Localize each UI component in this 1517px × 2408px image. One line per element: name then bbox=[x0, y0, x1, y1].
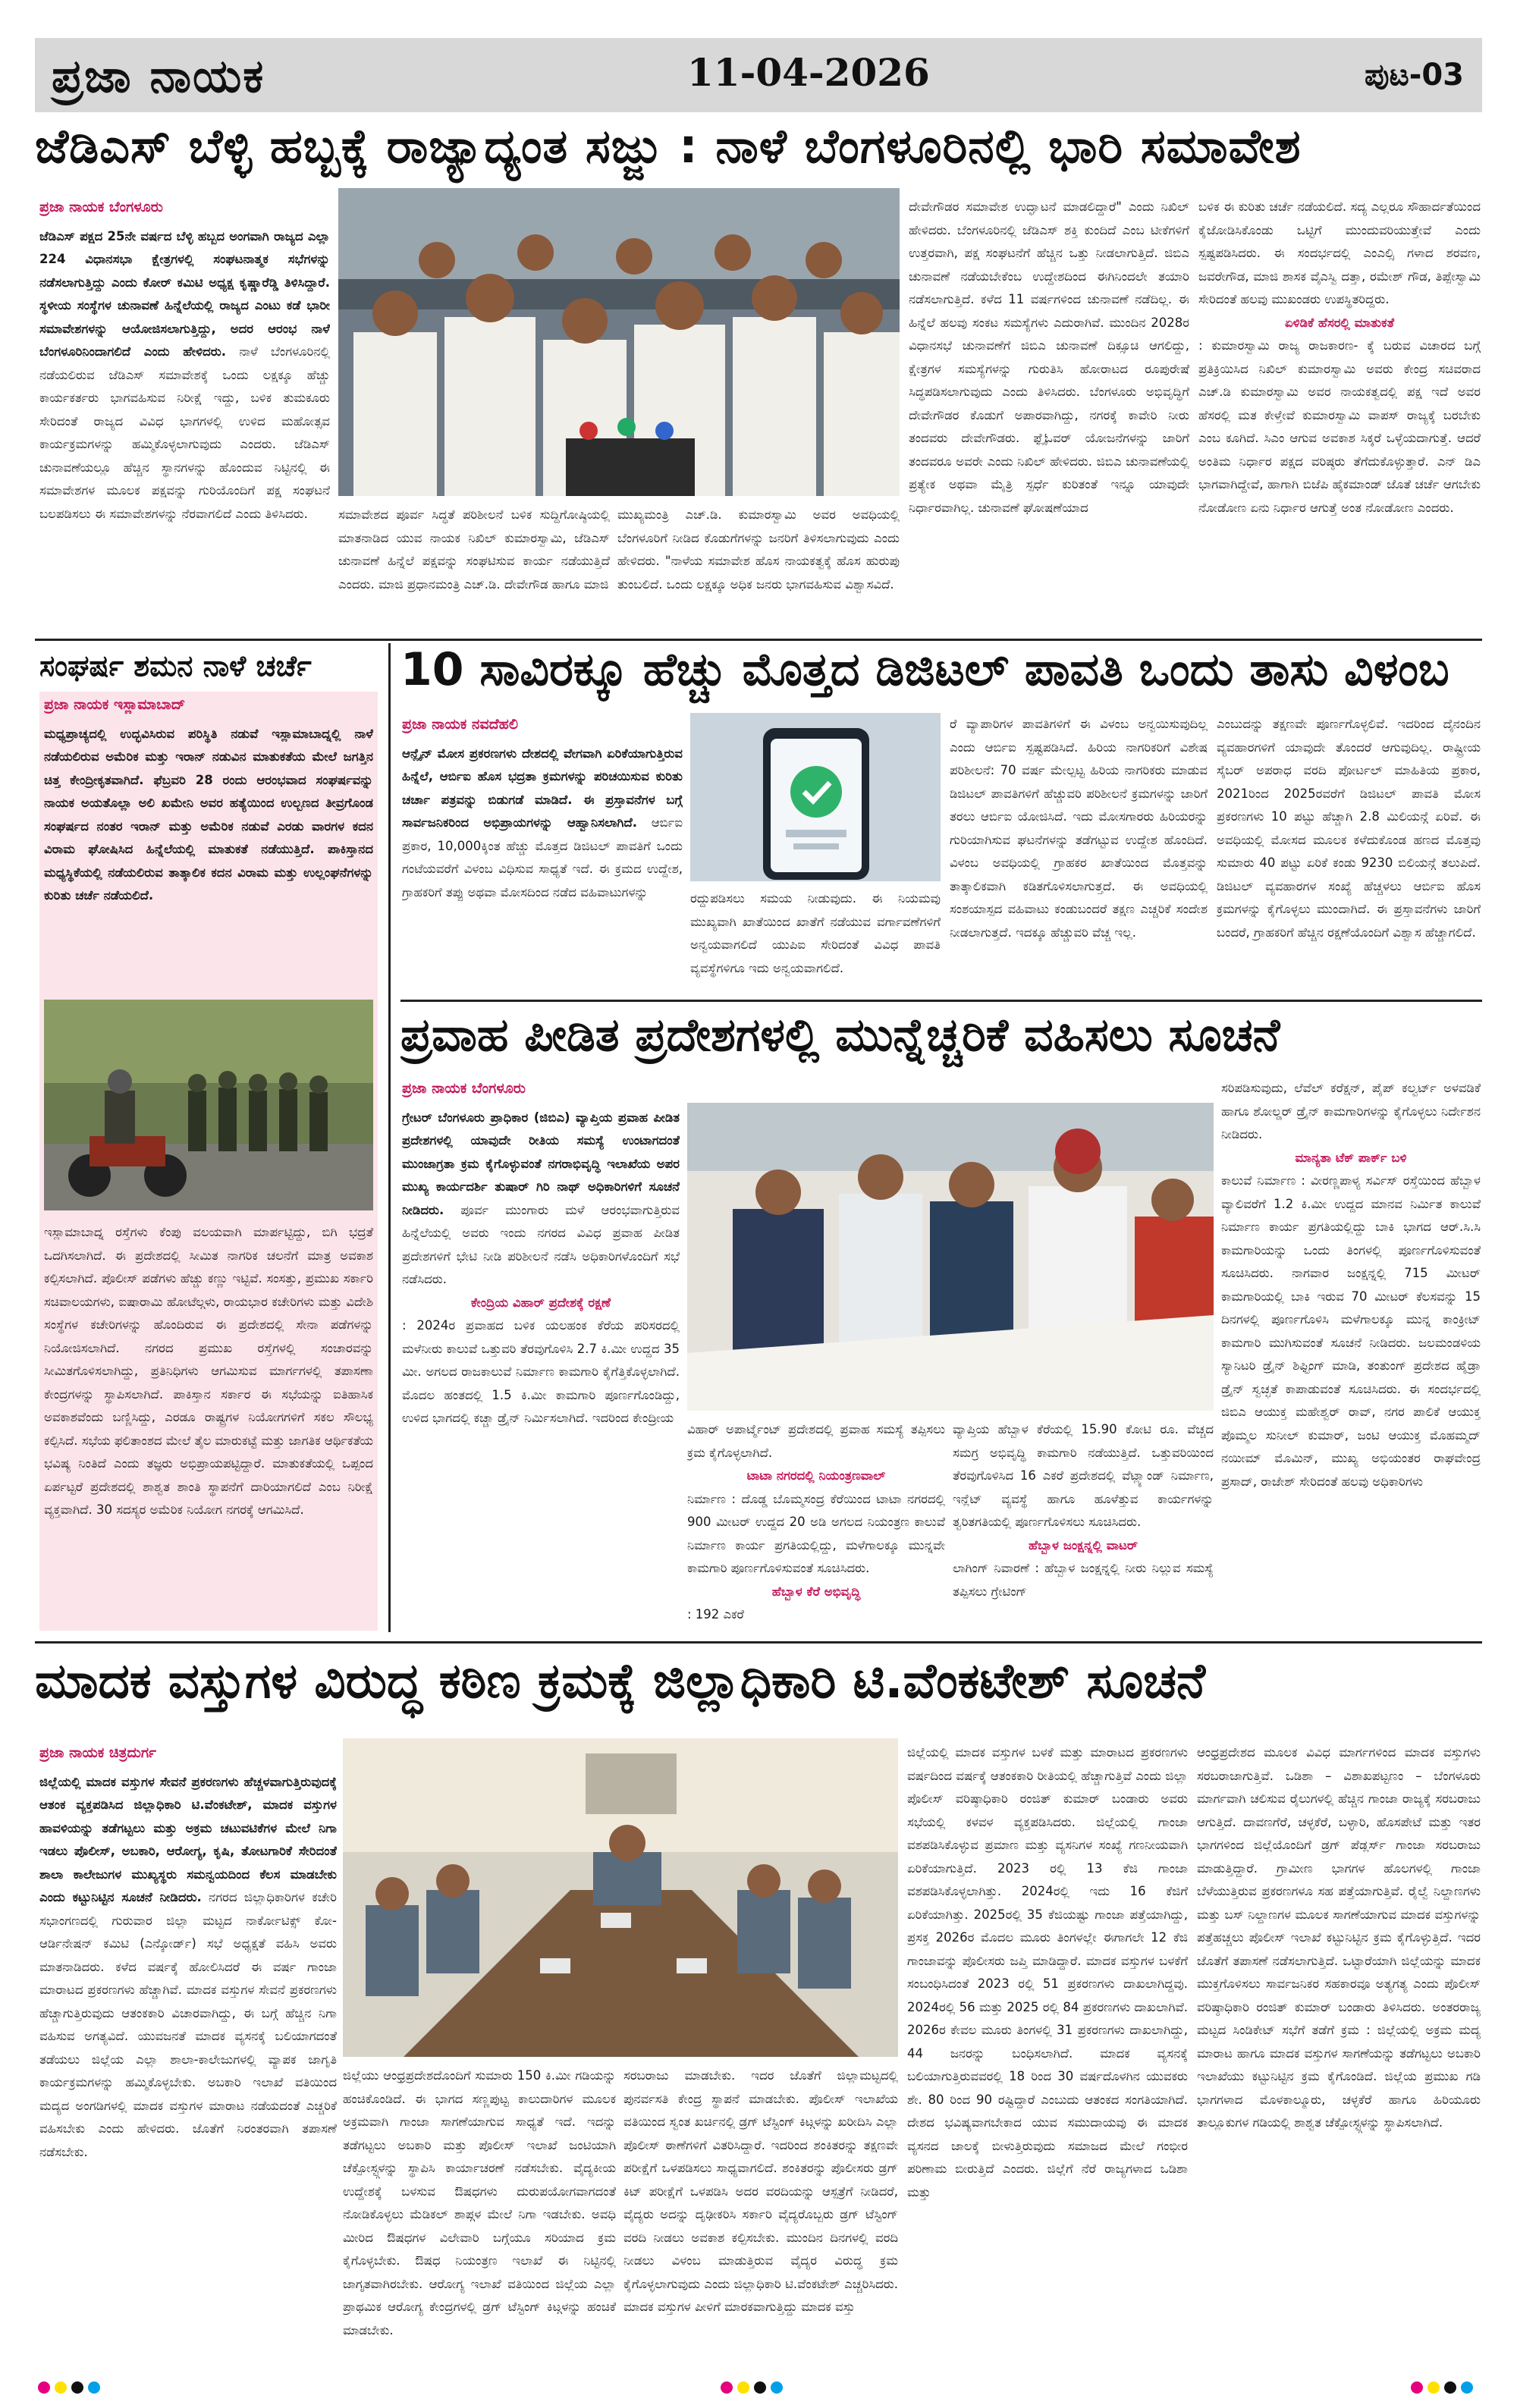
story2-byline: ಪ್ರಜಾ ನಾಯಕ ಇಸ್ಲಾಮಾಬಾದ್ bbox=[44, 696, 186, 713]
story2-lede: ಮಧ್ಯಪ್ರಾಚ್ಯದಲ್ಲಿ ಉದ್ಭವಿಸಿರುವ ಪರಿಸ್ಥಿತಿ ನಡುವೆ ಇಸ್ಲಾಮಾಬಾದ್ನಲ್ಲಿ ನಾಳೆ ನಡೆಯಲಿರುವ ಅಮೆರಿಕ ಮತ್ತು ಇರಾನ್ ನಡುವಿನ ಮಾತುಕತೆಯ ಮೇಲೆ ಜಗತ್ತಿನ ಚಿತ್ತ ಕೇಂದ್ರೀಕೃತವಾಗಿದೆ. ಫೆಬ್ರವರಿ 28 ರಂದು ಆರಂಭವಾದ ಸಂಘರ್ಷವನ್ನು ನಾಯಕ ಅಯತೊಲ್ಲಾ ಅಲಿ ಖಮೇನಿ ಅವರ ಹತ್ಯೆಯಿಂದ ಉಲ್ಬಣದ ತೀವ್ರಗೊಂಡ ಸಂಘರ್ಷದ ನಂತರ ಇರಾನ್ ಮತ್ತು ಅಮೆರಿಕ ನಡುವೆ ಎರಡು ವಾರಗಳ ಕದನ ವಿರಾಮ ಘೋಷಿಸಿದ ಹಿನ್ನೆಲೆಯಲ್ಲಿ ಮಾತುಕತೆ ನಡೆಯುತ್ತಿದೆ. ಪಾಕಿಸ್ತಾನದ ಮಧ್ಯಸ್ಥಿಕೆಯಲ್ಲಿ ನಡೆಯಲಿರುವ ತಾತ್ಕಾಲಿಕ ಕದನ ವಿರಾಮ ಮತ್ತು ಉಲ್ಲಂಘನೆಗಳನ್ನು ಕುರಿತು ಚರ್ಚೆ ನಡೆಯಲಿದೆ. bbox=[44, 726, 373, 903]
story3-column-4: ಎಂಬುದನ್ನು ತಕ್ಷಣವೇ ಪೂರ್ಣಗೊಳ್ಳಲಿವೆ. ಇದರಿಂದ ದೈನಂದಿನ ವ್ಯವಹಾರಗಳಿಗೆ ಯಾವುದೇ ತೊಂದರೆ ಆಗುವುದಿಲ್ಲ. ರಾಷ್ಟ್ರೀಯ ಸೈಬರ್ ಅಪರಾಧ ವರದಿ ಪೋರ್ಟಲ್ ಮಾಹಿತಿಯ ಪ್ರಕಾರ, 2021ರಿಂದ 2025ರವರೆಗೆ ಡಿಜಿಟಲ್ ಪಾವತಿ ಮೋಸ ಪ್ರಕರಣಗಳು 10 ಪಟ್ಟು ಹೆಚ್ಚಾಗಿ 2.8 ಮಿಲಿಯನ್ಗೆ ಏರಿವೆ. ಈ ಅವಧಿಯಲ್ಲಿ ಮೋಸದ ಮೂಲಕ ಕಳೆದುಕೊಂಡ ಹಣದ ಮೊತ್ತವು ಸುಮಾರು 40 ಪಟ್ಟು ಏರಿಕೆ ಕಂಡು 9230 ಬಿಲಿಯನ್ಗೆ ತಲುಪಿದೆ. ಡಿಜಿಟಲ್ ವ್ಯವಹಾರಗಳ ಸಂಖ್ಯೆ ಹೆಚ್ಚಳಲು ಆರ್ಬಿಐ ಹೊಸ ಕ್ರಮಗಳನ್ನು ಕೈಗೊಳ್ಳಲು ಮುಂದಾಗಿದೆ. ಈ ಪ್ರಸ್ತಾವನೆಗಳು ಜಾರಿಗೆ ಬಂದರೆ, ಗ್ರಾಹಕರಿಗೆ ಹೆಚ್ಚಿನ ರಕ್ಷಣೆಯೊಂದಿಗೆ ವಿಶ್ವಾಸ ಹೆಚ್ಚಾಗಲಿದೆ. bbox=[1217, 717, 1481, 940]
section-divider bbox=[35, 639, 1482, 641]
story3-column-2: ರದ್ದುಪಡಿಸಲು ಸಮಯ ನೀಡುವುದು. ಈ ನಿಯಮವು ಮುಖ್ಯವಾಗಿ ಖಾತೆಯಿಂದ ಖಾತೆಗೆ ನಡೆಯುವ ವರ್ಗಾವಣೆಗಳಿಗೆ ಅನ್ವಯವಾಗಲಿದೆ ಯುಪಿಐ ಸೇರಿದಂತೆ ವಿವಿಧ ಪಾವತಿ ವ್ಯವಸ್ಥೆಗಳಿಗೂ ಇದು ಅನ್ವಯವಾಗಲಿದೆ. bbox=[690, 891, 941, 975]
story5-byline: ಪ್ರಜಾ ನಾಯಕ ಚಿತ್ರದುರ್ಗ bbox=[39, 1744, 156, 1761]
story1-column-3: ದೇವೇಗೌಡರ ಸಮಾವೇಶ ಉದ್ಘಾಟನೆ ಮಾಡಲಿದ್ದಾರೆ" ಎಂದು ನಿಖಿಲ್ ಹೇಳಿದರು. ಬೆಂಗಳೂರಿನಲ್ಲಿ ಜೆಡಿಎಸ್ ಶಕ್ತಿ ಕುಂದಿದೆ ಎಂಬ ಟೀಕೆಗಳಿಗೆ ಉತ್ತರವಾಗಿ, ಪಕ್ಷ ಸಂಘಟನೆಗೆ ಹೆಚ್ಚಿನ ಒತ್ತು ನೀಡಲಾಗುತ್ತಿದೆ. ಜಿಬಿಎ ಚುನಾವಣೆ ನಡೆಯಬೇಕೆಂಬ ಉದ್ದೇಶದಿಂದ ಈಗಿನಿಂದಲೇ ತಯಾರಿ ನಡೆಸಲಾಗುತ್ತಿದೆ. ಕಳೆದ 11 ವರ್ಷಗಳಿಂದ ಚುನಾವಣೆ ನಡೆದಿಲ್ಲ. ಈ ಹಿನ್ನೆಲೆ ಹಲವು ಸಂಕಟ ಸಮಸ್ಯೆಗಳು ಎದುರಾಗಿವೆ. ಮುಂದಿನ 2028ರ ವಿಧಾನಸಭೆ ಚುನಾವಣೆಗೆ ಜಿಬಿಎ ಚುನಾವಣೆ ದಿಕ್ಸೂಚಿ ಆಗಲಿದ್ದು, ಕ್ಷೇತ್ರಗಳ ಸಮಸ್ಯೆಗಳನ್ನು ಗುರುತಿಸಿ ಹೋರಾಟದ ರೂಪುರೇಷೆ ಸಿದ್ಧಪಡಿಸಲಾಗುವುದು ಎಂದು ತಿಳಿಸಿದರು. ಬೆಂಗಳೂರು ಅಭಿವೃದ್ಧಿಗೆ ದೇವೇಗೌಡರ ಕೊಡುಗೆ ಅಪಾರವಾಗಿದ್ದು, ನಗರಕ್ಕೆ ಕಾವೇರಿ ನೀರು ತಂದವರು ದೇವೇಗೌಡರು. ಫ್ಲೈಓವರ್ ಯೋಜನೆಗಳನ್ನು ಜಾರಿಗೆ ತಂದವರೂ ಅವರೇ ಎಂದು ನಿಖಿಲ್ ಹೇಳಿದರು. ಜಿಬಿಎ ಚುನಾವಣೆಯಲ್ಲಿ ಪ್ರತ್ಯೇಕ ಅಥವಾ ಮೈತ್ರಿ ಸ್ಪರ್ಧೆ ಕುರಿತಂತೆ ಇನ್ನೂ ಯಾವುದೇ ನಿರ್ಧಾರವಾಗಿಲ್ಲ. ಚುನಾವಣೆ ಘೋಷಣೆಯಾದ bbox=[909, 199, 1189, 515]
registration-marks-left bbox=[38, 2381, 100, 2394]
magenta-dot bbox=[38, 2381, 50, 2394]
story4-body-2: ವಿಹಾರ್ ಅಪಾರ್ಟ್ಮೆಂಟ್ ಪ್ರದೇಶದಲ್ಲಿ ಪ್ರವಾಹ ಸಮಸ್ಯೆ ತಪ್ಪಿಸಲು ಕ್ರಮ ಕೈಗೊಳ್ಳಲಾಗಿದೆ. bbox=[687, 1422, 945, 1460]
story2-body: ಇಸ್ಲಾಮಾಬಾದ್ನ ರಸ್ತೆಗಳು ಕೆಂಪು ವಲಯವಾಗಿ ಮಾರ್ಪಟ್ಟಿದ್ದು, ಬಿಗಿ ಭದ್ರತೆ ಒದಗಿಸಲಾಗಿದೆ. ಈ ಪ್ರದೇಶದಲ್ಲಿ ಸೀಮಿತ ನಾಗರಿಕ ಚಲನೆಗೆ ಮಾತ್ರ ಅವಕಾಶ ಕಲ್ಪಿಸಲಾಗಿದೆ. ಪೊಲೀಸ್ ಪಡೆಗಳು ಹೆಚ್ಚು ಕಣ್ಣು ಇಟ್ಟಿವೆ. ಸಂಸತ್ತು, ಪ್ರಮುಖ ಸರ್ಕಾರಿ ಸಚಿವಾಲಯಗಳು, ಐಷಾರಾಮಿ ಹೋಟೆಲ್ಗಳು, ರಾಯಭಾರ ಕಚೇರಿಗಳು ಮತ್ತು ವಿದೇಶಿ ಸಂಸ್ಥೆಗಳ ಕಚೇರಿಗಳನ್ನು ಹೊಂದಿರುವ ಈ ಪ್ರದೇಶದಲ್ಲಿ ಸೇನಾ ಪಡೆಗಳನ್ನು ನಿಯೋಜಿಸಲಾಗಿದೆ. ನಗರದ ಪ್ರಮುಖ ರಸ್ತೆಗಳಲ್ಲಿ ಸಂಚಾರವನ್ನು ಸೀಮಿತಗೊಳಿಸಲಾಗಿದ್ದು, ಪ್ರತಿನಿಧಿಗಳು ಆಗಮಿಸುವ ಮಾರ್ಗಗಳಲ್ಲಿ ತಪಾಸಣಾ ಕೇಂದ್ರಗಳನ್ನು ಸ್ಥಾಪಿಸಲಾಗಿದೆ. ಪಾಕಿಸ್ತಾನ ಸರ್ಕಾರ ಈ ಸಭೆಯನ್ನು ಐತಿಹಾಸಿಕ ಅವಕಾಶವೆಂದು ಬಣ್ಣಿಸಿದ್ದು, ಎರಡೂ ರಾಷ್ಟ್ರಗಳ ನಿಯೋಗಗಳಿಗೆ ಸಕಲ ಸೌಲಭ್ಯ ಕಲ್ಪಿಸಿದೆ. ಸಭೆಯ ಫಲಿತಾಂಶದ ಮೇಲೆ ತೈಲ ಮಾರುಕಟ್ಟೆ ಮತ್ತು ಜಾಗತಿಕ ಆರ್ಥಿಕತೆಯ ಭವಿಷ್ಯ ನಿಂತಿದೆ ಎಂದು ತಜ್ಞರು ಅಭಿಪ್ರಾಯಪಟ್ಟಿದ್ದಾರೆ. ಮಾತುಕತೆಯಲ್ಲಿ ಒಪ್ಪಂದ ಏರ್ಪಟ್ಟರೆ ಪ್ರದೇಶದಲ್ಲಿ ಶಾಶ್ವತ ಶಾಂತಿ ಸ್ಥಾಪನೆಗೆ ದಾರಿಯಾಗಲಿದೆ ಎಂಬ ನಿರೀಕ್ಷೆ ವ್ಯಕ್ತವಾಗಿದೆ. 30 ಸದಸ್ಯರ ಅಮೆರಿಕ ನಿಯೋಗ ನಗರಕ್ಕೆ ಆಗಮಿಸಿದೆ. bbox=[44, 1225, 373, 1517]
story5-body-1: ನಗರದ ಜಿಲ್ಲಾಧಿಕಾರಿಗಳ ಕಚೇರಿ ಸಭಾಂಗಣದಲ್ಲಿ ಗುರುವಾರ ಜಿಲ್ಲಾ ಮಟ್ಟದ ನಾರ್ಕೋಟಿಕ್ಸ್ ಕೋ-ಆರ್ಡಿನೇಷನ್ ಕಮಿಟಿ (ಎನ್ಕೋರ್ಡ್) ಸಭೆ ಅಧ್ಯಕ್ಷತೆ ವಹಿಸಿ ಅವರು ಮಾತನಾಡಿದರು. ಕಳೆದ ವರ್ಷಕ್ಕೆ ಹೋಲಿಸಿದರೆ ಈ ವರ್ಷ ಗಾಂಜಾ ಮಾರಾಟದ ಪ್ರಕರಣಗಳು ಹೆಚ್ಚಾಗಿವೆ. ಮಾದಕ ವಸ್ತುಗಳ ಸೇವನೆ ಪ್ರಕರಣಗಳು ಹೆಚ್ಚಾಗುತ್ತಿರುವುದು ಆತಂಕಕಾರಿ ವಿಚಾರವಾಗಿದ್ದು, ಈ ಬಗ್ಗೆ ಹೆಚ್ಚಿನ ನಿಗಾ ವಹಿಸುವ ಅಗತ್ಯವಿದೆ. ಯುವಜನತೆ ಮಾದಕ ವ್ಯಸನಕ್ಕೆ ಬಲಿಯಾಗದಂತೆ ತಡೆಯಲು ಜಿಲ್ಲೆಯ ಎಲ್ಲಾ ಶಾಲಾ-ಕಾಲೇಜುಗಳಲ್ಲಿ ವ್ಯಾಪಕ ಜಾಗೃತಿ ಕಾರ್ಯಕ್ರಮಗಳನ್ನು ಹಮ್ಮಿಕೊಳ್ಳಬೇಕು. ಅಬಕಾರಿ ಇಲಾಖೆ ವತಿಯಿಂದ ಮದ್ಯದ ಅಂಗಡಿಗಳಲ್ಲಿ ಮಾದಕ ವಸ್ತುಗಳ ಮಾರಾಟ ನಡೆಯದಂತೆ ಎಚ್ಚರಿಕೆ ವಹಿಸಬೇಕು ಎಂದು ಹೇಳಿದರು. ಜೊತೆಗೆ ನಿರಂತರವಾಗಿ ತಪಾಸಣೆ ನಡೆಸಬೇಕು. bbox=[39, 1890, 337, 2159]
black-dot bbox=[71, 2381, 83, 2394]
story1-column-4 bbox=[1198, 196, 1481, 634]
story4-subhead-1: ಕೇಂದ್ರಿಯ ವಿಹಾರ್ ಪ್ರದೇಶಕ್ಕೆ ರಕ್ಷಣೆ bbox=[470, 1295, 611, 1310]
story4-body-3b: ಲಾಗಿಂಗ್ ನಿವಾರಣೆ : ಹೆಬ್ಬಾಳ ಜಂಕ್ಷನ್ನಲ್ಲಿ ನೀರು ನಿಲ್ಲುವ ಸಮಸ್ಯೆ ತಪ್ಪಿಸಲು ಗ್ರೇಟಿಂಗ್ bbox=[953, 1561, 1214, 1599]
newspaper-title: ಪ್ರಜಾ ನಾಯಕ bbox=[52, 50, 265, 103]
story1-body-1: ನಾಳೆ ಬೆಂಗಳೂರಿನಲ್ಲಿ ನಡೆಯಲಿರುವ ಜೆಡಿಎಸ್ ಸಮಾವೇಶಕ್ಕೆ ಒಂದು ಲಕ್ಷಕ್ಕೂ ಹೆಚ್ಚು ಕಾರ್ಯಕರ್ತರು ಭಾಗವಹಿಸುವ ನಿರೀಕ್ಷೆ ಇದ್ದು, ಬಳಿಕ ತುಮಕೂರು ಸೇರಿದಂತೆ ರಾಜ್ಯದ ವಿವಿಧ ಭಾಗಗಳಲ್ಲಿ ಉಳಿದ ಮಹೋತ್ಸವ ಕಾರ್ಯಕ್ರಮಗಳನ್ನು ಹಮ್ಮಿಕೊಳ್ಳಲಾಗುವುದು ಎಂದರು. ಜೆಡಿಎಸ್ ಚುನಾವಣೆಯಲ್ಲೂ ಹೆಚ್ಚಿನ ಸ್ಥಾನಗಳನ್ನು ಹೊಂದುವ ನಿಟ್ಟಿನಲ್ಲಿ ಈ ಸಮಾವೇಶಗಳ ಮೂಲಕ ಪಕ್ಷವನ್ನು ಗುರಿಯೊಂದಿಗೆ ಪಕ್ಷ ಸಂಘಟನೆ ಬಲಪಡಿಸಲು ಈ ಸಮಾವೇಶಗಳನ್ನು ನೆರವಾಗಲಿದೆ ಎಂದು ತಿಳಿಸಿದರು. bbox=[39, 344, 330, 521]
story4-body-4: ಸರಿಪಡಿಸುವುದು, ಲೆವೆಲ್ ಕರೆಕ್ಷನ್, ಪೈಪ್ ಕಲ್ವರ್ಟ್ ಅಳವಡಿಕೆ ಹಾಗೂ ಶೋಲ್ಡರ್ ಡ್ರೈನ್ ಕಾಮಗಾರಿಗಳನ್ನು ಕೈಗೊಳ್ಳಲು ನಿರ್ದೇಶನ ನೀಡಿದರು. bbox=[1221, 1081, 1481, 1141]
story1-subhead: ಏಳಿಡಿಕೆ ಹೆಸರಲ್ಲಿ ಮಾತುಕತೆ bbox=[1284, 315, 1394, 330]
story2-column-top bbox=[44, 693, 373, 989]
story4-column-1 bbox=[402, 1077, 680, 1631]
masthead bbox=[35, 38, 1482, 112]
column-divider bbox=[388, 643, 391, 1632]
story3-byline: ಪ್ರಜಾ ನಾಯಕ ನವದೆಹಲಿ bbox=[402, 716, 518, 733]
story4-body-1: ಪೂರ್ವ ಮುಂಗಾರು ಮಳೆ ಆರಂಭವಾಗುತ್ತಿರುವ ಹಿನ್ನೆಲೆಯಲ್ಲಿ ಅವರು ಇಂದು ನಗರದ ವಿವಿಧ ಪ್ರವಾಹ ಪೀಡಿತ ಪ್ರದೇಶಗಳಿಗೆ ಭೇಟಿ ನೀಡಿ ಪರಿಶೀಲನೆ ನಡೆಸಿ ಅಧಿಕಾರಿಗಳೊಂದಿಗೆ ಸಭೆ ನಡೆಸಿದರು. bbox=[402, 1202, 680, 1286]
cyan-dot bbox=[1461, 2381, 1473, 2394]
islamabad-security-photo bbox=[44, 1000, 373, 1210]
digital-payment-phone-photo bbox=[690, 713, 941, 881]
registration-marks-center bbox=[721, 2381, 783, 2394]
story1-under-photo-right: ಮುಖ್ಯಮಂತ್ರಿ ಎಚ್.ಡಿ. ಕುಮಾರಸ್ವಾಮಿ ಅವರ ಅವಧಿಯಲ್ಲಿ ಬೆಂಗಳೂರಿಗೆ ನೀಡಿದ ಕೊಡುಗೆಗಳನ್ನು ಜನರಿಗೆ ತಿಳಿಸಲಾಗುವುದು ಎಂದು ಹೇಳಿದರು. "ನಾಳೆಯ ಸಮಾವೇಶ ಹೊಸ ನಾಯಕತ್ವಕ್ಕೆ ಹೊಸ ಹುರುಪು ತುಂಬಲಿದೆ. ಒಂದು ಲಕ್ಷಕ್ಕೂ ಅಧಿಕ ಜನರು ಭಾಗವಹಿಸುವ ವಿಶ್ವಾಸವಿದೆ. bbox=[617, 507, 900, 592]
story4-body-3: ವ್ಯಾಪ್ತಿಯ ಹೆಬ್ಬಾಳ ಕೆರೆಯಲ್ಲಿ 15.90 ಕೋಟಿ ರೂ. ವೆಚ್ಚದ ಸಮಗ್ರ ಅಭಿವೃದ್ಧಿ ಕಾಮಗಾರಿ ನಡೆಯುತ್ತಿದೆ. ಒತ್ತುವರಿಯಿಂದ ತೆರವುಗೊಳಿಸಿದ 16 ಎಕರೆ ಪ್ರದೇಶದಲ್ಲಿ ವೆಟ್ಲ್ಯಾಂಡ್ ನಿರ್ಮಾಣ, ಇನ್ಲೆಟ್ ವ್ಯವಸ್ಥೆ ಹಾಗೂ ಹೂಳೆತ್ತುವ ಕಾರ್ಯಗಳನ್ನು ತ್ವರಿತಗತಿಯಲ್ಲಿ ಪೂರ್ಣಗೊಳಿಸಲು ಸೂಚಿಸಿದರು. bbox=[953, 1422, 1214, 1529]
story5-lede: ಜಿಲ್ಲೆಯಲ್ಲಿ ಮಾದಕ ವಸ್ತುಗಳ ಸೇವನೆ ಪ್ರಕರಣಗಳು ಹೆಚ್ಚಳವಾಗುತ್ತಿರುವುದಕ್ಕೆ ಆತಂಕ ವ್ಯಕ್ತಪಡಿಸಿದ ಜಿಲ್ಲಾಧಿಕಾರಿ ಟಿ.ವೆಂಕಟೇಶ್, ಮಾದಕ ವಸ್ತುಗಳ ಹಾವಳಿಯನ್ನು ತಡೆಗಟ್ಟಲು ಮತ್ತು ಅಕ್ರಮ ಚಟುವಟಿಕೆಗಳ ಮೇಲೆ ನಿಗಾ ಇಡಲು ಪೊಲೀಸ್, ಅಬಕಾರಿ, ಆರೋಗ್ಯ, ಕೃಷಿ, ತೋಟಗಾರಿಕೆ ಸೇರಿದಂತೆ ಶಾಲಾ ಕಾಲೇಜುಗಳ ಮುಖ್ಯಸ್ಥರು ಸಮನ್ವಯದಿಂದ ಕೆಲಸ ಮಾಡಬೇಕು ಎಂದು ಕಟ್ಟುನಿಟ್ಟಿನ ಸೂಚನೆ ನೀಡಿದರು. bbox=[39, 1774, 337, 1904]
story1-body-4b: : ಕುಮಾರಸ್ವಾಮಿ ರಾಜ್ಯ ರಾಜಕಾರಣ- ಕ್ಕೆ ಬರುವ ವಿಚಾರದ ಬಗ್ಗೆ ಪ್ರತಿಕ್ರಿಯಿಸಿದ ನಿಖಿಲ್ ಕುಮಾರಸ್ವಾಮಿ ಅವರು ಕೇಂದ್ರ ಸಚಿವರಾದ ಎಚ್.ಡಿ ಕುಮಾರಸ್ವಾಮಿ ಅವರ ನಾಯಕತ್ವದಲ್ಲಿ ಪಕ್ಷ ಇದೆ ಅವರ ಹೆಸರಲ್ಲಿ ಮತ ಕೇಳ್ತೇವೆ ಕುಮಾರಸ್ವಾಮಿ ವಾಪಸ್ ರಾಜ್ಯಕ್ಕೆ ಬರಬೇಕು ಎಂಬ ಕೂಗಿದೆ. ಸಿಎಂ ಆಗುವ ಅವಕಾಶ ಸಿಕ್ಕರೆ ಒಳ್ಳೆಯದಾಗುತ್ತೆ. ಆದರೆ ಅಂತಿಮ ನಿರ್ಧಾರ ಪಕ್ಷದ ವರಿಷ್ಠರು ತೆಗೆದುಕೊಳ್ಳುತ್ತಾರೆ. ಎನ್ ಡಿಎ ಭಾಗವಾಗಿದ್ದೇವೆ, ಹಾಗಾಗಿ ಬಿಜೆಪಿ ಹೈಕಮಾಂಡ್ ಜೊತೆ ಚರ್ಚೆ ಆಗಬೇಕು ನೋಡೋಣ ಏನು ನಿರ್ಧಾರ ಆಗುತ್ತೆ ಅಂತ ನೋಡೋಣ ಎಂದರು. bbox=[1198, 338, 1481, 515]
jds-press-meet-photo bbox=[338, 188, 900, 496]
story4-subhead-2: ಟಾಟಾ ನಗರದಲ್ಲಿ ನಿಯಂತ್ರಣವಾಲ್ bbox=[746, 1468, 886, 1483]
story1-under-photo-left: ಸಮಾವೇಶದ ಪೂರ್ವ ಸಿದ್ಧತೆ ಪರಿಶೀಲನೆ ಬಳಿಕ ಸುದ್ದಿಗೋಷ್ಠಿಯಲ್ಲಿ ಮಾತನಾಡಿದ ಯುವ ನಾಯಕ ನಿಖಿಲ್ ಕುಮಾರಸ್ವಾಮಿ, ಜೆಡಿಎಸ್ ಚುನಾವಣೆ ಹಿನ್ನೆಲೆ ಪಕ್ಷವನ್ನು ಸಂಘಟಿಸುವ ಕಾರ್ಯ ನಡೆಯುತ್ತಿದೆ ಎಂದರು. ಮಾಜಿ ಪ್ರಧಾನಮಂತ್ರಿ ಎಚ್.ಡಿ. ದೇವೇಗೌಡ ಹಾಗೂ ಮಾಜಿ bbox=[338, 507, 610, 592]
story5-column-5: ಆಂಧ್ರಪ್ರದೇಶದ ಮೂಲಕ ವಿವಿಧ ಮಾರ್ಗಗಳಿಂದ ಮಾದಕ ವಸ್ತುಗಳು ಸರಬರಾಜಾಗುತ್ತಿವೆ. ಒಡಿಶಾ – ವಿಶಾಖಪಟ್ಟಣಂ – ಬೆಂಗಳೂರು ಮಾರ್ಗವಾಗಿ ಚಲಿಸುವ ರೈಲುಗಳಲ್ಲಿ ಹೆಚ್ಚಿನ ಗಾಂಜಾ ರಾಜ್ಯಕ್ಕೆ ಸರಬರಾಜು ಆಗುತ್ತಿದೆ. ದಾವಣಗೆರೆ, ಚಳ್ಳಕೆರೆ, ಬಳ್ಳಾರಿ, ಹೊಸಪೇಟೆ ಮತ್ತು ಇತರ ಭಾಗಗಳಿಂದ ಜಿಲ್ಲೆಯೊಂದಿಗೆ ಡ್ರಗ್ ಪೆಡ್ಲರ್ಸ್ ಗಾಂಜಾ ಸರಬರಾಜು ಮಾಡುತ್ತಿದ್ದಾರೆ. ಗ್ರಾಮೀಣ ಭಾಗಗಳ ಹೊಲಗಳಲ್ಲಿ ಗಾಂಜಾ ಬೆಳೆಯುತ್ತಿರುವ ಪ್ರಕರಣಗಳೂ ಸಹ ಪತ್ತೆಯಾಗುತ್ತಿವೆ. ರೈಲ್ವೆ ನಿಲ್ದಾಣಗಳು ಮತ್ತು ಬಸ್ ನಿಲ್ದಾಣಗಳ ಮೂಲಕ ಸಾಗಣೆಯಾಗುವ ಮಾದಕ ವಸ್ತುಗಳನ್ನು ಪತ್ತೆಹಚ್ಚಲು ಪೊಲೀಸ್ ಇಲಾಖೆ ಕಟ್ಟುನಿಟ್ಟಿನ ಕ್ರಮ ಕೈಗೊಳ್ಳುತ್ತಿದೆ. ಇದರ ಜೊತೆಗೆ ತಪಾಸಣೆ ನಡೆಸಲಾಗುತ್ತಿದೆ. ಒಟ್ಟಾರೆಯಾಗಿ ಜಿಲ್ಲೆಯನ್ನು ಮಾದಕ ಮುಕ್ತಗೊಳಿಸಲು ಸಾರ್ವಜನಿಕರ ಸಹಕಾರವೂ ಅತ್ಯಗತ್ಯ ಎಂದು ಪೊಲೀಸ್ ವರಿಷ್ಠಾಧಿಕಾರಿ ರಂಜಿತ್ ಕುಮಾರ್ ಬಂಡಾರು ತಿಳಿಸಿದರು. ಅಂತರರಾಜ್ಯ ಮಟ್ಟದ ಸಿಂಡಿಕೇಟ್ ಸಭೆಗೆ ತಡೆಗೆ ಕ್ರಮ : ಜಿಲ್ಲೆಯಲ್ಲಿ ಅಕ್ರಮ ಮದ್ಯ ಮಾರಾಟ ಹಾಗೂ ಮಾದಕ ವಸ್ತುಗಳ ಸಾಗಣೆಯನ್ನು ತಡೆಗಟ್ಟಲು ಅಬಕಾರಿ ಇಲಾಖೆಯು ಕಟ್ಟುನಿಟ್ಟಿನ ಕ್ರಮ ಕೈಗೊಂಡಿದೆ. ಜಿಲ್ಲೆಯ ಪ್ರಮುಖ ಗಡಿ ಭಾಗಗಳಾದ ಮೊಳಕಾಲ್ಮೂರು, ಚಳ್ಳಕೆರೆ ಹಾಗೂ ಹಿರಿಯೂರು ತಾಲ್ಲೂಕುಗಳ ಗಡಿಯಲ್ಲಿ ಶಾಶ್ವತ ಚೆಕ್ಪೋಸ್ಟ್ಗಳನ್ನು ಸ್ಥಾಪಿಸಲಾಗಿದೆ. bbox=[1197, 1745, 1481, 2130]
story4-lede: ಗ್ರೇಟರ್ ಬೆಂಗಳೂರು ಪ್ರಾಧಿಕಾರ (ಜಿಬಿಎ) ವ್ಯಾಪ್ತಿಯ ಪ್ರವಾಹ ಪೀಡಿತ ಪ್ರದೇಶಗಳಲ್ಲಿ ಯಾವುದೇ ರೀತಿಯ ಸಮಸ್ಯೆ ಉಂಟಾಗದಂತೆ ಮುಂಜಾಗ್ರತಾ ಕ್ರಮ ಕೈಗೊಳ್ಳುವಂತೆ ನಗರಾಭಿವೃದ್ಧಿ ಇಲಾಖೆಯ ಅಪರ ಮುಖ್ಯ ಕಾರ್ಯದರ್ಶಿ ತುಷಾರ್ ಗಿರಿ ನಾಥ್ ಅಧಿಕಾರಿಗಳಿಗೆ ಸೂಚನೆ ನೀಡಿದರು. bbox=[402, 1110, 680, 1217]
story4-subhead-4: ಹೆಬ್ಬಾಳ ಜಂಕ್ಷನ್ನಲ್ಲಿ ವಾಟರ್ bbox=[1028, 1537, 1138, 1552]
magenta-dot bbox=[721, 2381, 733, 2394]
black-dot bbox=[1444, 2381, 1456, 2394]
yellow-dot bbox=[737, 2381, 749, 2394]
story4-column-2 bbox=[687, 1418, 945, 1631]
story4-body-1b: : 2024ರ ಪ್ರವಾಹದ ಬಳಿಕ ಯಲಹಂಕ ಕೆರೆಯ ಪರಿಸರದಲ್ಲಿ ಮಳೆನೀರು ಕಾಲುವೆ ಒತ್ತುವರಿ ತೆರವುಗೊಳಿಸಿ 2.7 ಕಿ.ಮೀ ಉದ್ದದ 35 ಮೀ. ಅಗಲದ ರಾಜಕಾಲುವೆ ನಿರ್ಮಾಣ ಕಾಮಗಾರಿ ಕೈಗೆತ್ತಿಕೊಳ್ಳಲಾಗಿದೆ. ಮೊದಲ ಹಂತದಲ್ಲಿ 1.5 ಕಿ.ಮೀ ಕಾಮಗಾರಿ ಪೂರ್ಣಗೊಂಡಿದ್ದು, ಉಳಿದ ಭಾಗದಲ್ಲಿ ಕಚ್ಚಾ ಡ್ರೈನ್ ನಿರ್ಮಿಸಲಾಗಿದೆ. ಇದರಿಂದ ಕೇಂದ್ರೀಯ bbox=[402, 1318, 680, 1425]
yellow-dot bbox=[55, 2381, 67, 2394]
story4-body-2c: : 192 ಎಕರೆ bbox=[687, 1607, 744, 1622]
issue-date: 11-04-2026 bbox=[687, 50, 930, 95]
story3-column-3: ರೆ ವ್ಯಾಪಾರಿಗಳ ಪಾವತಿಗಳಿಗೆ ಈ ವಿಳಂಬ ಅನ್ವಯಿಸುವುದಿಲ್ಲ ಎಂದು ಆರ್ಬಿಐ ಸ್ಪಷ್ಟಪಡಿಸಿದೆ. ಹಿರಿಯ ನಾಗರಿಕರಿಗೆ ವಿಶೇಷ ಪರಿಶೀಲನೆ: 70 ವರ್ಷ ಮೇಲ್ಪಟ್ಟ ಹಿರಿಯ ನಾಗರಿಕರು ಮಾಡುವ ಡಿಜಿಟಲ್ ಪಾವತಿಗಳಿಗೆ ಹೆಚ್ಚುವರಿ ಪರಿಶೀಲನೆ ಕ್ರಮಗಳನ್ನು ಜಾರಿಗೆ ತರಲು ಆರ್ಬಿಐ ಯೋಜಿಸಿದೆ. ಇದು ಮೋಸಗಾರರು ಹಿರಿಯರನ್ನು ಗುರಿಯಾಗಿಸುವ ಘಟನೆಗಳನ್ನು ತಡೆಗಟ್ಟುವ ಉದ್ದೇಶ ಹೊಂದಿದೆ. ವಿಳಂಬ ಅವಧಿಯಲ್ಲಿ ಗ್ರಾಹಕರ ಖಾತೆಯಿಂದ ಮೊತ್ತವನ್ನು ತಾತ್ಕಾಲಿಕವಾಗಿ ಕಡಿತಗೊಳಿಸಲಾಗುತ್ತದೆ. ಈ ಅವಧಿಯಲ್ಲಿ ಸಂಶಯಾಸ್ಪದ ವಹಿವಾಟು ಕಂಡುಬಂದರೆ ತಕ್ಷಣ ಎಚ್ಚರಿಕೆ ಸಂದೇಶ ನೀಡಲಾಗುತ್ತದೆ. ಇದಕ್ಕೂ ಹೆಚ್ಚುವರಿ ವೆಚ್ಚ ಇಲ್ಲ. bbox=[950, 717, 1208, 940]
flood-inspection-photo bbox=[687, 1103, 1214, 1411]
story4-column-4 bbox=[1221, 1077, 1481, 1631]
section-divider bbox=[400, 1000, 1482, 1002]
headline-jds-silver-jubilee: ಜೆಡಿಎಸ್ ಬೆಳ್ಳಿ ಹಬ್ಬಕ್ಕೆ ರಾಜ್ಯಾದ್ಯಂತ ಸಜ್ಜು : ನಾಳೆ ಬೆಂಗಳೂರಿನಲ್ಲಿ ಭಾರಿ ಸಮಾವೇಶ bbox=[35, 118, 1302, 174]
section-divider bbox=[35, 1641, 1482, 1644]
yellow-dot bbox=[1427, 2381, 1440, 2394]
story1-byline: ಪ್ರಜಾ ನಾಯಕ ಬೆಂಗಳೂರು bbox=[39, 199, 163, 215]
cyan-dot bbox=[771, 2381, 783, 2394]
story1-lede: ಜೆಡಿಎಸ್ ಪಕ್ಷದ 25ನೇ ವರ್ಷದ ಬೆಳ್ಳಿ ಹಬ್ಬದ ಅಂಗವಾಗಿ ರಾಜ್ಯದ ಎಲ್ಲಾ 224 ವಿಧಾನಸಭಾ ಕ್ಷೇತ್ರಗಳಲ್ಲಿ ಸಂಘಟನಾತ್ಮಕ ಸಭೆಗಳನ್ನು ನಡೆಸಲಾಗುತ್ತಿದ್ದು ಎಂದು ಕೋರ್ ಕಮಿಟಿ ಅಧ್ಯಕ್ಷ ಕೃಷ್ಣಾರೆಡ್ಡಿ ತಿಳಿಸಿದ್ದಾರೆ. ಸ್ಥಳೀಯ ಸಂಸ್ಥೆಗಳ ಚುನಾವಣೆ ಹಿನ್ನೆಲೆಯಲ್ಲಿ ರಾಜ್ಯದ ಎಂಟು ಕಡೆ ಭಾರೀ ಸಮಾವೇಶಗಳನ್ನು ಆಯೋಜಿಸಲಾಗುತ್ತಿದ್ದು, ಅದರ ಆರಂಭ ನಾಳೆ ಬೆಂಗಳೂರಿನಿಂದಾಗಲಿದೆ ಎಂದು ಹೇಳಿದರು. bbox=[39, 228, 330, 359]
headline-flood-precaution: ಪ್ರವಾಹ ಪೀಡಿತ ಪ್ರದೇಶಗಳಲ್ಲಿ ಮುನ್ನೆಚ್ಚರಿಕೆ ವಹಿಸಲು ಸೂಚನೆ bbox=[400, 1009, 1280, 1062]
story4-body-2b: ನಿರ್ಮಾಣ : ದೊಡ್ಡ ಬೊಮ್ಮಸಂದ್ರ ಕೆರೆಯಿಂದ ಟಾಟಾ ನಗರದಲ್ಲಿ 900 ಮೀಟರ್ ಉದ್ದದ 20 ಅಡಿ ಅಗಲದ ನಿಯಂತ್ರಣ ಕಾಲುವೆ ನಿರ್ಮಾಣ ಕಾರ್ಯ ಪ್ರಗತಿಯಲ್ಲಿದ್ದು, ಮಳೆಗಾಲಕ್ಕೂ ಮುನ್ನವೇ ಕಾಮಗಾರಿ ಪೂರ್ಣಗೊಳಿಸುವಂತೆ ಸೂಚಿಸಿದರು. bbox=[687, 1491, 945, 1575]
story4-body-4b: ಕಾಲುವೆ ನಿರ್ಮಾಣ : ವೀರಣ್ಣಪಾಳ್ಯ ಸರ್ವಿಸ್ ರಸ್ತೆಯಿಂದ ಹೆಬ್ಬಾಳ ವ್ಯಾಲಿವರೆಗೆ 1.2 ಕಿ.ಮೀ ಉದ್ದದ ಮಾನವ ನಿರ್ಮಿತ ಕಾಲುವೆ ನಿರ್ಮಾಣ ಕಾರ್ಯ ಪ್ರಗತಿಯಲ್ಲಿದ್ದು ಬಾಕಿ ಭಾಗದ ಆರ್.ಸಿ.ಸಿ ಕಾಮಗಾರಿಯನ್ನು ಒಂದು ತಿಂಗಳಲ್ಲಿ ಪೂರ್ಣಗೊಳಿಸುವಂತೆ ಸೂಚಿಸಿದರು. ನಾಗವಾರ ಜಂಕ್ಷನ್ನಲ್ಲಿ 715 ಮೀಟರ್ ಕಾಮಗಾರಿಯಲ್ಲಿ ಬಾಕಿ ಇರುವ 70 ಮೀಟರ್ ಕೆಲಸವನ್ನು 15 ದಿನಗಳಲ್ಲಿ ಪೂರ್ಣಗೊಳಿಸಿ ಮಳೆಗಾಲಕ್ಕೂ ಮುನ್ನ ಕಾಂಕ್ರೀಟ್ ಕಾಮಗಾರಿ ಮುಗಿಸುವಂತೆ ಸೂಚನೆ ನೀಡಿದರು. ಜಲಮಂಡಳಿಯ ಸ್ಯಾನಿಟರಿ ಡ್ರೈನ್ ಶಿಫ್ಟಿಂಗ್ ಮಾಡಿ, ತಂತುಂಗ್ ಪ್ರದೇಶದ ಹೈಡ್ರಾ ಡ್ರೈನ್ ಸ್ವಚ್ಛತೆ ಕಾಪಾಡುವಂತೆ ಸೂಚಿಸಿದರು. ಈ ಸಂದರ್ಭದಲ್ಲಿ ಜಿಬಿಎ ಆಯುಕ್ತ ಮಹೇಶ್ವರ್ ರಾವ್, ನಗರ ಪಾಲಿಕೆ ಆಯುಕ್ತ ಪೊಮ್ಮಲ ಸುನೀಲ್ ಕುಮಾರ್, ಜಂಟಿ ಆಯುಕ್ತ ಮೊಹಮ್ಮದ್ ನಯೀಮ್ ಮೊಮಿನ್, ಮುಖ್ಯ ಅಭಿಯಂತರ ರಾಘವೇಂದ್ರ ಪ್ರಸಾದ್, ರಾಜೇಶ್ ಸೇರಿದಂತೆ ಹಲವು ಅಧಿಕಾರಿಗಳು bbox=[1221, 1173, 1481, 1489]
story1-body-4a: ಬಳಿಕ ಈ ಕುರಿತು ಚರ್ಚೆ ನಡೆಯಲಿದೆ. ಸದ್ಯ ಎಲ್ಲರೂ ಸೌಹಾರ್ದತೆಯಿಂದ ಕೈಜೋಡಿಸಿಕೊಂಡು ಒಟ್ಟಿಗೆ ಮುಂದುವರಿಯುತ್ತೇವೆ ಎಂದು ಸ್ಪಷ್ಟಪಡಿಸಿದರು. ಈ ಸಂದರ್ಭದಲ್ಲಿ ಎಂಎಲ್ಸಿ ಗಳಾದ ಶರವಣ, ಜವರೇಗೌಡ, ಮಾಜಿ ಶಾಸಕ ವೈಎಸ್ವಿ ದತ್ತಾ, ರಮೇಶ್ ಗೌಡ, ತಿಪ್ಪೇಸ್ವಾಮಿ ಸೇರಿದಂತೆ ಹಲವು ಮುಖಂಡರು ಉಪಸ್ಥಿತರಿದ್ದರು. bbox=[1198, 199, 1481, 306]
headline-conflict-talks: ಸಂಘರ್ಷ ಶಮನ ನಾಳೆ ಚರ್ಚೆ bbox=[39, 649, 312, 683]
story3-body-1: ಆರ್ಬಿಐ ಪ್ರಕಾರ, 10,000ಕ್ಕಿಂತ ಹೆಚ್ಚು ಮೊತ್ತದ ಡಿಜಿಟಲ್ ಪಾವತಿಗೆ ಒಂದು ಗಂಟೆಯವರೆಗೆ ವಿಳಂಬ ವಿಧಿಸುವ ಸಾಧ್ಯತೆ ಇದೆ. ಈ ಕ್ರಮದ ಉದ್ದೇಶ, ಗ್ರಾಹಕರಿಗೆ ತಪ್ಪು ಅಥವಾ ಮೋಸದಿಂದ ನಡೆದ ವಹಿವಾಟುಗಳನ್ನು bbox=[402, 815, 683, 899]
story5-column-1 bbox=[39, 1741, 337, 2371]
story1-column-1 bbox=[39, 196, 330, 634]
registration-marks-right bbox=[1411, 2381, 1473, 2394]
page-number: ಪುಟ-03 bbox=[1365, 58, 1464, 93]
story5-column-4: ಜಿಲ್ಲೆಯಲ್ಲಿ ಮಾದಕ ವಸ್ತುಗಳ ಬಳಕೆ ಮತ್ತು ಮಾರಾಟದ ಪ್ರಕರಣಗಳು ವರ್ಷದಿಂದ ವರ್ಷಕ್ಕೆ ಆತಂಕಕಾರಿ ರೀತಿಯಲ್ಲಿ ಹೆಚ್ಚಾಗುತ್ತಿವೆ ಎಂದು ಜಿಲ್ಲಾ ಪೊಲೀಸ್ ವರಿಷ್ಠಾಧಿಕಾರಿ ರಂಜಿತ್ ಕುಮಾರ್ ಬಂಡಾರು ಅವರು ಸಭೆಯಲ್ಲಿ ಕಳವಳ ವ್ಯಕ್ತಪಡಿಸಿದರು. ಜಿಲ್ಲೆಯಲ್ಲಿ ಗಾಂಜಾ ವಶಪಡಿಸಿಕೊಳ್ಳುವ ಪ್ರಮಾಣ ಮತ್ತು ವ್ಯಸನಿಗಳ ಸಂಖ್ಯೆ ಗಣನೀಯವಾಗಿ ಏರಿಕೆಯಾಗುತ್ತಿದೆ. 2023 ರಲ್ಲಿ 13 ಕೆಜಿ ಗಾಂಜಾ ವಶಪಡಿಸಿಕೊಳ್ಳಲಾಗಿತ್ತು. 2024ರಲ್ಲಿ ಇದು 16 ಕೆಜಿಗೆ ಏರಿಕೆಯಾಗಿತ್ತು. 2025ರಲ್ಲಿ 35 ಕೆಜಿಯಷ್ಟು ಗಾಂಜಾ ಪತ್ತೆಯಾಗಿದ್ದು, ಪ್ರಸಕ್ತ 2026ರ ಮೊದಲ ಮೂರು ತಿಂಗಳಲ್ಲೇ ಈಗಾಗಲೇ 12 ಕೆಜಿ ಗಾಂಜಾವನ್ನು ಪೊಲೀಸರು ಜಪ್ತಿ ಮಾಡಿದ್ದಾರೆ. ಮಾದಕ ವಸ್ತುಗಳ ಬಳಕೆಗೆ ಸಂಬಂಧಿಸಿದಂತೆ 2023 ರಲ್ಲಿ 51 ಪ್ರಕರಣಗಳು ದಾಖಲಾಗಿದ್ದವು. 2024ರಲ್ಲಿ 56 ಮತ್ತು 2025 ರಲ್ಲಿ 84 ಪ್ರಕರಣಗಳು ದಾಖಲಾಗಿವೆ. 2026ರ ಕೇವಲ ಮೂರು ತಿಂಗಳಲ್ಲಿ 31 ಪ್ರಕರಣಗಳು ದಾಖಲಾಗಿದ್ದು, 44 ಜನರನ್ನು ಬಂಧಿಸಲಾಗಿದೆ. ಮಾದಕ ವ್ಯಸನಕ್ಕೆ ಬಲಿಯಾಗುತ್ತಿರುವವರಲ್ಲಿ 18 ರಿಂದ 30 ವರ್ಷದೊಳಗಿನ ಯುವಕರು ಶೇ. 80 ರಿಂದ 90 ರಷ್ಟಿದ್ದಾರೆ ಎಂಬುದು ಆತಂಕದ ಸಂಗತಿಯಾಗಿದೆ. ದೇಶದ ಭವಿಷ್ಯವಾಗಬೇಕಾದ ಯುವ ಸಮುದಾಯವು ಈ ಮಾದಕ ವ್ಯಸನದ ಜಾಲಕ್ಕೆ ಬೀಳುತ್ತಿರುವುದು ಸಮಾಜದ ಮೇಲೆ ಗಂಭೀರ ಪರಿಣಾಮ ಬೀರುತ್ತಿದೆ ಎಂದರು. ಜಿಲ್ಲೆಗೆ ನೆರೆ ರಾಜ್ಯಗಳಾದ ಒಡಿಶಾ ಮತ್ತು bbox=[907, 1745, 1188, 2199]
story4-byline: ಪ್ರಜಾ ನಾಯಕ ಬೆಂಗಳೂರು bbox=[402, 1080, 526, 1097]
story4-column-3 bbox=[953, 1418, 1214, 1631]
district-meeting-photo bbox=[343, 1738, 898, 2057]
cyan-dot bbox=[88, 2381, 100, 2394]
story5-column-3: ಸರಬರಾಜು ಮಾಡಬೇಕು. ಇದರ ಜೊತೆಗೆ ಜಿಲ್ಲಾಮಟ್ಟದಲ್ಲಿ ಪುನರ್ವಸತಿ ಕೇಂದ್ರ ಸ್ಥಾಪನೆ ಮಾಡಬೇಕು. ಪೊಲೀಸ್ ಇಲಾಖೆಯ ವತಿಯಿಂದ ಸ್ವಂತ ಖರ್ಚಿನಲ್ಲಿ ಡ್ರಗ್ ಟೆಸ್ಟಿಂಗ್ ಕಿಟ್ಗಳನ್ನು ಖರೀದಿಸಿ ಎಲ್ಲಾ ಪೊಲೀಸ್ ಠಾಣೆಗಳಿಗೆ ವಿತರಿಸಿದ್ದಾರೆ. ಇದರಿಂದ ಶಂಕಿತರನ್ನು ತಕ್ಷಣವೇ ಪರೀಕ್ಷೆಗೆ ಒಳಪಡಿಸಲು ಸಾಧ್ಯವಾಗಲಿದೆ. ಶಂಕಿತರನ್ನು ಪೊಲೀಸರು ಡ್ರಗ್ ಕಿಟ್ ಪರೀಕ್ಷೆಗೆ ಒಳಪಡಿಸಿ ಅದರ ವರದಿಯನ್ನು ಆಸ್ಪತ್ರೆಗೆ ನೀಡಿದರೆ, ವೈದ್ಯರು ಅದನ್ನು ದೃಢೀಕರಿಸಿ ಸರ್ಕಾರಿ ವೈದ್ಯರೊಬ್ಬರು ಡ್ರಗ್ ಟೆಸ್ಟಿಂಗ್ ವರದಿ ನೀಡಲು ಅವಕಾಶ ಕಲ್ಪಿಸಬೇಕು. ಮುಂದಿನ ದಿನಗಳಲ್ಲಿ ವರದಿ ನೀಡಲು ವಿಳಂಬ ಮಾಡುತ್ತಿರುವ ವೈದ್ಯರ ವಿರುದ್ಧ ಕ್ರಮ ಕೈಗೊಳ್ಳಲಾಗುವುದು ಎಂದು ಜಿಲ್ಲಾಧಿಕಾರಿ ಟಿ.ವೆಂಕಟೇಶ್ ಎಚ್ಚರಿಸಿದರು. ಮಾದಕ ವಸ್ತುಗಳ ಪೀಳಿಗೆ ಮಾರಕವಾಗುತ್ತಿದ್ದು ಮಾದಕ ವಸ್ತು bbox=[623, 2068, 898, 2314]
headline-digital-payment-delay: 10 ಸಾವಿರಕ್ಕೂ ಹೆಚ್ಚು ಮೊತ್ತದ ಡಿಜಿಟಲ್ ಪಾವತಿ ಒಂದು ತಾಸು ವಿಳಂಬ bbox=[400, 643, 1449, 696]
story5-column-2: ಜಿಲ್ಲೆಯು ಆಂಧ್ರಪ್ರದೇಶದೊಂದಿಗೆ ಸುಮಾರು 150 ಕಿ.ಮೀ ಗಡಿಯನ್ನು ಹಂಚಿಕೊಂಡಿದೆ. ಈ ಭಾಗದ ಸಣ್ಣಪುಟ್ಟ ಕಾಲುದಾರಿಗಳ ಮೂಲಕ ಅಕ್ರಮವಾಗಿ ಗಾಂಜಾ ಸಾಗಣೆಯಾಗುವ ಸಾಧ್ಯತೆ ಇದೆ. ಇದನ್ನು ತಡೆಗಟ್ಟಲು ಅಬಕಾರಿ ಮತ್ತು ಪೊಲೀಸ್ ಇಲಾಖೆ ಜಂಟಿಯಾಗಿ ಚೆಕ್ಪೋಸ್ಟ್ಗಳನ್ನು ಸ್ಥಾಪಿಸಿ ಕಾರ್ಯಾಚರಣೆ ನಡೆಸಬೇಕು. ವೈದ್ಯಕೀಯ ಉದ್ದೇಶಕ್ಕೆ ಬಳಸುವ ಔಷಧಗಳು ದುರುಪಯೋಗವಾಗದಂತೆ ನೋಡಿಕೊಳ್ಳಲು ಮೆಡಿಕಲ್ ಶಾಪ್ಗಳ ಮೇಲೆ ನಿಗಾ ಇಡಬೇಕು. ಅವಧಿ ಮೀರಿದ ಔಷಧಗಳ ವಿಲೇವಾರಿ ಬಗ್ಗೆಯೂ ಸರಿಯಾದ ಕ್ರಮ ಕೈಗೊಳ್ಳಬೇಕು. ಔಷಧ ನಿಯಂತ್ರಣ ಇಲಾಖೆ ಈ ನಿಟ್ಟಿನಲ್ಲಿ ಜಾಗೃತವಾಗಿರಬೇಕು. ಆರೋಗ್ಯ ಇಲಾಖೆ ವತಿಯಿಂದ ಜಿಲ್ಲೆಯ ಎಲ್ಲಾ ಪ್ರಾಥಮಿಕ ಆರೋಗ್ಯ ಕೇಂದ್ರಗಳಲ್ಲಿ ಡ್ರಗ್ ಟೆಸ್ಟಿಂಗ್ ಕಿಟ್ಗಳನ್ನು ಹಂಚಿಕೆ ಮಾಡಬೇಕು. bbox=[343, 2068, 616, 2337]
story4-subhead-5: ಮಾನ್ಯತಾ ಟೆಕ್ ಪಾರ್ಕ್ ಬಳಿ bbox=[1295, 1150, 1407, 1165]
black-dot bbox=[754, 2381, 766, 2394]
story3-column-1 bbox=[402, 713, 683, 994]
headline-drug-crackdown: ಮಾದಕ ವಸ್ತುಗಳ ವಿರುದ್ಧ ಕಠಿಣ ಕ್ರಮಕ್ಕೆ ಜಿಲ್ಲಾಧಿಕಾರಿ ಟಿ.ವೆಂಕಟೇಶ್ ಸೂಚನೆ bbox=[35, 1653, 1206, 1709]
story4-subhead-3: ಹೆಬ್ಬಾಳ ಕೆರೆ ಅಭಿವೃದ್ಧಿ bbox=[771, 1584, 861, 1599]
magenta-dot bbox=[1411, 2381, 1423, 2394]
story3-lede: ಆನ್ಲೈನ್ ಮೋಸ ಪ್ರಕರಣಗಳು ದೇಶದಲ್ಲಿ ವೇಗವಾಗಿ ಏರಿಕೆಯಾಗುತ್ತಿರುವ ಹಿನ್ನೆಲೆ, ಆರ್ಬಿಐ ಹೊಸ ಭದ್ರತಾ ಕ್ರಮಗಳನ್ನು ಪರಿಚಯಿಸುವ ಕುರಿತು ಚರ್ಚಾ ಪತ್ರವನ್ನು ಬಿಡುಗಡೆ ಮಾಡಿದೆ. ಈ ಪ್ರಸ್ತಾವನೆಗಳ ಬಗ್ಗೆ ಸಾರ್ವಜನಿಕರಿಂದ ಅಭಿಪ್ರಾಯಗಳನ್ನು ಆಹ್ವಾನಿಸಲಾಗಿದೆ. bbox=[402, 746, 683, 830]
